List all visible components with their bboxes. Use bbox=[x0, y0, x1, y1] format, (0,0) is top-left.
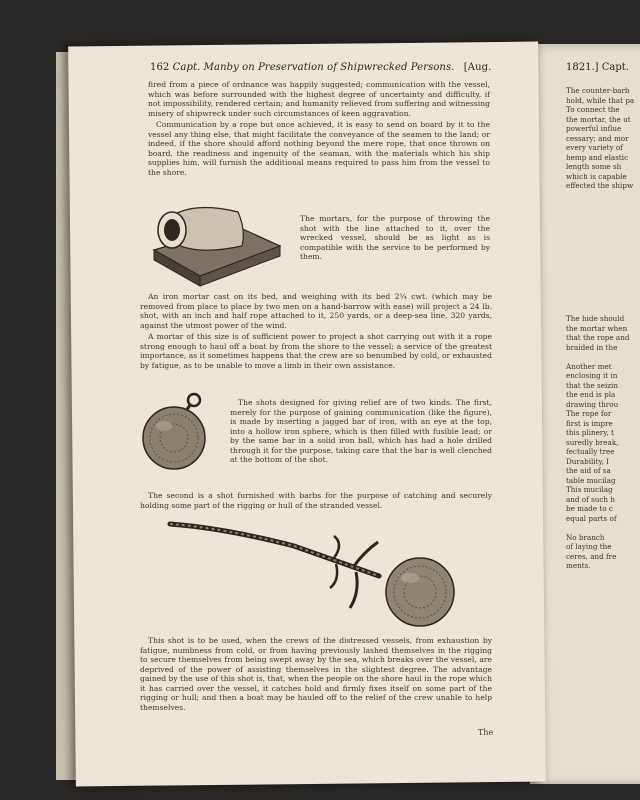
right-page-line: that the rope and bbox=[566, 333, 630, 342]
right-page-line: suredly break, bbox=[566, 437, 619, 447]
right-page-line bbox=[566, 200, 640, 210]
right-page-line: every variety of bbox=[566, 143, 623, 152]
round-shot-illustration bbox=[140, 388, 216, 474]
right-page-line: The hide should bbox=[566, 314, 625, 323]
right-page-line: fectually tree bbox=[566, 447, 615, 456]
right-page-line: drawing throu bbox=[566, 399, 619, 409]
right-page-line: ments. bbox=[566, 561, 591, 570]
right-page-line bbox=[566, 248, 640, 258]
paragraph-1: fired from a piece of ordnance was happily suggested; communication with the vessel, which was before surrounded with the highest degree of uncertainty and difficulty, if not impossibility, rendered certain; and humanity relieved from suffering and witnessing misery of shipwreck under such circumstances of keen aggravation. bbox=[148, 80, 490, 118]
right-page-line: No branch bbox=[566, 532, 605, 542]
right-page-line: equal parts of bbox=[566, 513, 617, 523]
right-page-line bbox=[566, 276, 640, 286]
right-page-line: This mucilag bbox=[566, 485, 613, 494]
right-page-line: powerful influe bbox=[566, 124, 622, 133]
middle-text bbox=[140, 292, 492, 372]
shot-caption: The shots designed for giving relief are of two kinds. The first, merely for the purpose of gaining communication (like the figure), is made by inserting a jagged bar of iron, with an eye at the top, into a hollow iron sphere, which is then filled with fusible lead; or by the same bar in a solid iron ball, which has had a hole drilled through it for the purpose, taking care that the bar is well clenched at the bottom of the shot. bbox=[230, 398, 492, 464]
right-page-line: which is capable bbox=[566, 171, 627, 181]
right-page-line bbox=[566, 352, 640, 362]
right-page-line bbox=[566, 191, 640, 201]
right-page-line: that the seizin bbox=[566, 380, 618, 390]
intro-text bbox=[148, 80, 490, 179]
right-page-line bbox=[566, 257, 640, 267]
closing-text bbox=[140, 636, 492, 714]
right-page-line: hemp and elastic bbox=[566, 152, 629, 162]
page-header bbox=[150, 62, 490, 73]
paragraph-5: The second is a shot furnished with barbs for the purpose of catching and securely holding some part of the rigging or hull of the stranded vessel. bbox=[140, 491, 492, 510]
barbed-shot-illustration bbox=[164, 514, 464, 634]
right-page-line bbox=[566, 295, 640, 305]
barbed-shot-intro bbox=[140, 491, 492, 512]
right-page-line bbox=[566, 219, 640, 229]
mortar-caption: The mortars, for the purpose of throwing the shot with the line attached to it, over the wrecked vessel, should be as light as is compatible with the service to be performed by them. bbox=[300, 214, 490, 261]
paragraph-6: This shot is to be used, when the crews of the distressed vessels, from exhaustion by fatigue, numbness from cold, or from having previously lashed themselves in the rigging to secure themselves from being swept away by the sea, which breaks over the vessel, are deprived of the power of assisting themselves in the slightest degree. The advantage gained by the use of this shot is, that, when the people on the shore haul in the rope which it has carried over the vessel, it catches hold and firmly fixes itself on some part of the rigging or hull; and then a boat may be hauled off to the relief of the crew unable to help themselves. bbox=[140, 636, 492, 712]
right-page-line: Another met bbox=[566, 361, 612, 371]
paragraph-3: An iron mortar cast on its bed, and weighing with its bed 2¼ cwt. (which may be removed from place to place by two men on a hand-barrow with ease) will project a 24 lb. shot, with an inch and half rope attached to it, 250 yards, or a deep-sea line, 320 yards, against the utmost power of the wind. bbox=[140, 292, 492, 330]
right-page-line: cessary; and mor bbox=[566, 133, 629, 143]
page-number: 162 bbox=[150, 62, 170, 73]
right-page-line: table mucilag bbox=[566, 475, 616, 485]
running-title: Capt. Manby on Preservation of Shipwrecked Persons. bbox=[172, 62, 455, 73]
right-page-line: ceres, and fre bbox=[566, 551, 617, 561]
right-page-line bbox=[566, 305, 640, 315]
right-page-line: the aid of sa bbox=[566, 466, 611, 475]
shaft bbox=[170, 524, 379, 576]
right-page-line: The counter-barb bbox=[566, 86, 630, 95]
barbed-shot-sphere bbox=[386, 558, 454, 626]
right-page-line: the mortar, the ut bbox=[566, 114, 631, 124]
right-page-line: be made to c bbox=[566, 504, 613, 513]
shot-eye bbox=[188, 394, 200, 406]
right-page-line bbox=[566, 267, 640, 277]
right-page-line bbox=[566, 229, 640, 239]
right-page-line: first is impre bbox=[566, 418, 613, 428]
right-page-text bbox=[566, 86, 640, 571]
right-page-line bbox=[566, 286, 640, 296]
right-page-line: braided in the bbox=[566, 342, 618, 352]
right-page-line bbox=[566, 238, 640, 248]
right-page-line: The rope for bbox=[566, 409, 612, 418]
right-page-line: the mortar when bbox=[566, 323, 628, 333]
mortar-illustration bbox=[146, 190, 286, 290]
right-page-line: To connect the bbox=[566, 105, 620, 114]
paragraph-2: Communication by a rope but once achieved, it is easy to send on board by it to the vessel any thing else, that might facilitate the conveyance of the seamen to the land; or indeed, if the shore should afford nothing beyond the mere rope, that once thrown on board, the readiness and ingenuity of the seaman, with the materials which his ship supplies him, will furnish the additional means required to pass him from the vessel to the shore. bbox=[148, 120, 490, 177]
right-page-header: 1821.] Capt. bbox=[566, 62, 629, 73]
paragraph-4: A mortar of this size is of sufficient power to project a shot carrying out with it a rope strong enough to haul off a boat by from the shore to the vessel; a service of the greatest importance, as it sometimes happens that the crew are so benumbed by cold, or exhausted by fatigue, as to be unable to move a limb in their own assistance. bbox=[140, 332, 492, 370]
barb-upper bbox=[354, 542, 378, 566]
right-page-line: effected the shipw bbox=[566, 181, 634, 190]
right-page-line: length some sh bbox=[566, 162, 622, 171]
right-page-line: of laying the bbox=[566, 542, 612, 551]
catchword: The bbox=[478, 728, 494, 737]
barb-lower bbox=[350, 572, 357, 608]
right-page-line: and of such h bbox=[566, 494, 615, 504]
right-page-line: Durability, I bbox=[566, 456, 610, 466]
right-page-line: this plinery, t bbox=[566, 428, 614, 437]
header-month: [Aug. bbox=[463, 62, 492, 73]
right-page-line: hold, while that pa bbox=[566, 95, 635, 105]
mortar-bore bbox=[164, 219, 180, 241]
shot-sphere bbox=[143, 407, 205, 469]
right-page-line: enclosing it in bbox=[566, 371, 618, 380]
right-page-line: the end is pla bbox=[566, 390, 616, 399]
right-page-line bbox=[566, 523, 640, 533]
right-page-line bbox=[566, 210, 640, 220]
